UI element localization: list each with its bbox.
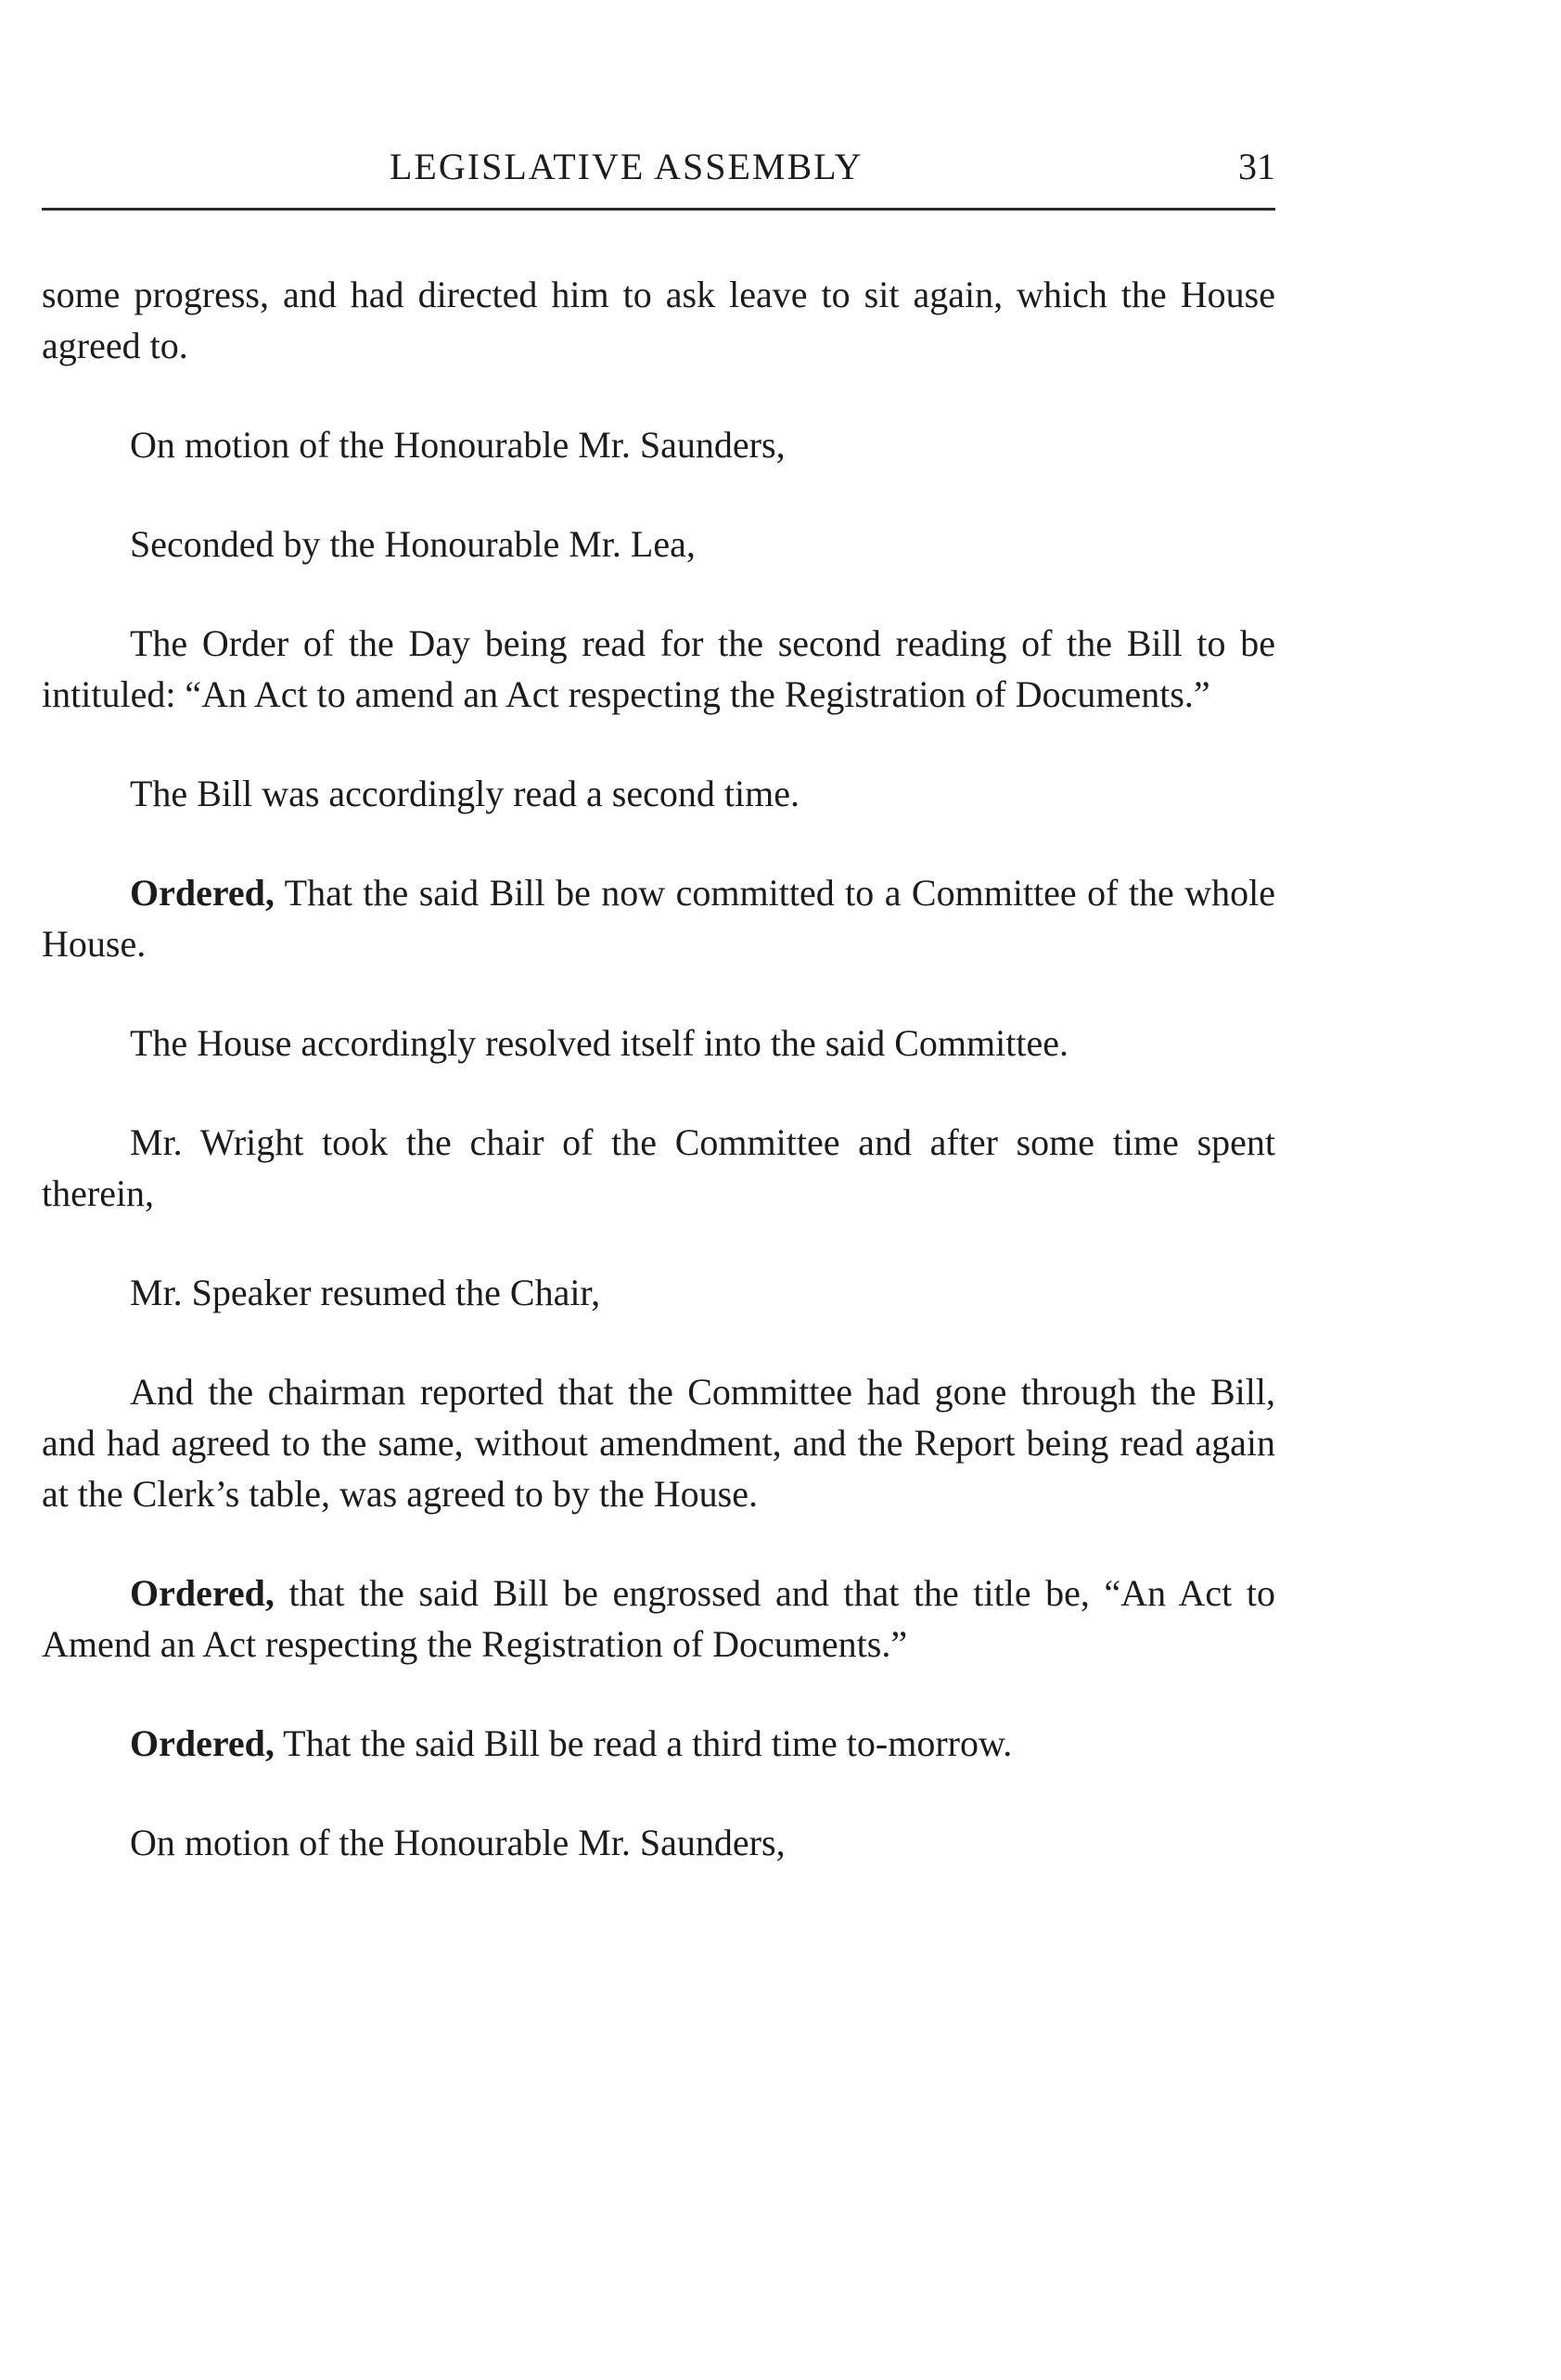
paragraph-text: Mr. Speaker resumed the Chair,: [130, 1272, 601, 1313]
page-header: [42, 139, 1275, 195]
paragraph-6: [42, 867, 1275, 969]
paragraph-text: On motion of the Honourable Mr. Saunders,: [130, 1822, 786, 1863]
ordered-lead: Ordered,: [130, 872, 275, 914]
paragraph-text: That the said Bill be now committed to a Committee of the whole House.: [42, 872, 1275, 965]
paragraph-text: The Order of the Day being read for the second reading of the Bill to be intituled: “An Act to amend an Act respecting the Registration of Documents.”: [42, 622, 1275, 715]
paragraph-2: [42, 419, 1275, 470]
paragraph-text: Mr. Wright took the chair of the Committee and after some time spent therein,: [42, 1121, 1275, 1214]
paragraph-12: [42, 1718, 1275, 1769]
ordered-lead: Ordered,: [130, 1722, 275, 1764]
paragraph-text: The Bill was accordingly read a second time.: [130, 773, 800, 814]
paragraph-text: Seconded by the Honourable Mr. Lea,: [130, 523, 696, 565]
paragraph-9: [42, 1267, 1275, 1318]
paragraph-text: On motion of the Honourable Mr. Saunders,: [130, 424, 786, 466]
page-number: 31: [1238, 146, 1275, 187]
paragraph-13: [42, 1817, 1275, 1868]
paragraph-1: [42, 269, 1275, 371]
paragraph-3: [42, 518, 1275, 569]
paragraph-text: that the said Bill be engrossed and that the title be, “An Act to Amend an Act respecting the Registration of Documents.”: [42, 1572, 1275, 1665]
paragraph-7: [42, 1017, 1275, 1068]
paragraph-text: That the said Bill be read a third time to-morrow.: [274, 1722, 1013, 1764]
running-head: LEGISLATIVE ASSEMBLY: [390, 146, 864, 187]
paragraph-text: some progress, and had directed him to ask leave to sit again, which the House agreed to.: [42, 274, 1275, 366]
paragraph-text: And the chairman reported that the Committee had gone through the Bill, and had agreed to the same, without amendment, and the Report being read again at the Clerk’s table, was agreed to by the House.: [42, 1371, 1275, 1515]
paragraph-text: The House accordingly resolved itself into the said Committee.: [130, 1022, 1068, 1064]
paragraph-10: [42, 1366, 1275, 1519]
paragraph-5: [42, 768, 1275, 819]
paragraph-11: [42, 1567, 1275, 1670]
paragraph-8: [42, 1117, 1275, 1219]
header-rule: [42, 208, 1275, 211]
ordered-lead: Ordered,: [130, 1572, 275, 1614]
body-text: [42, 269, 1275, 1868]
paragraph-4: [42, 618, 1275, 720]
